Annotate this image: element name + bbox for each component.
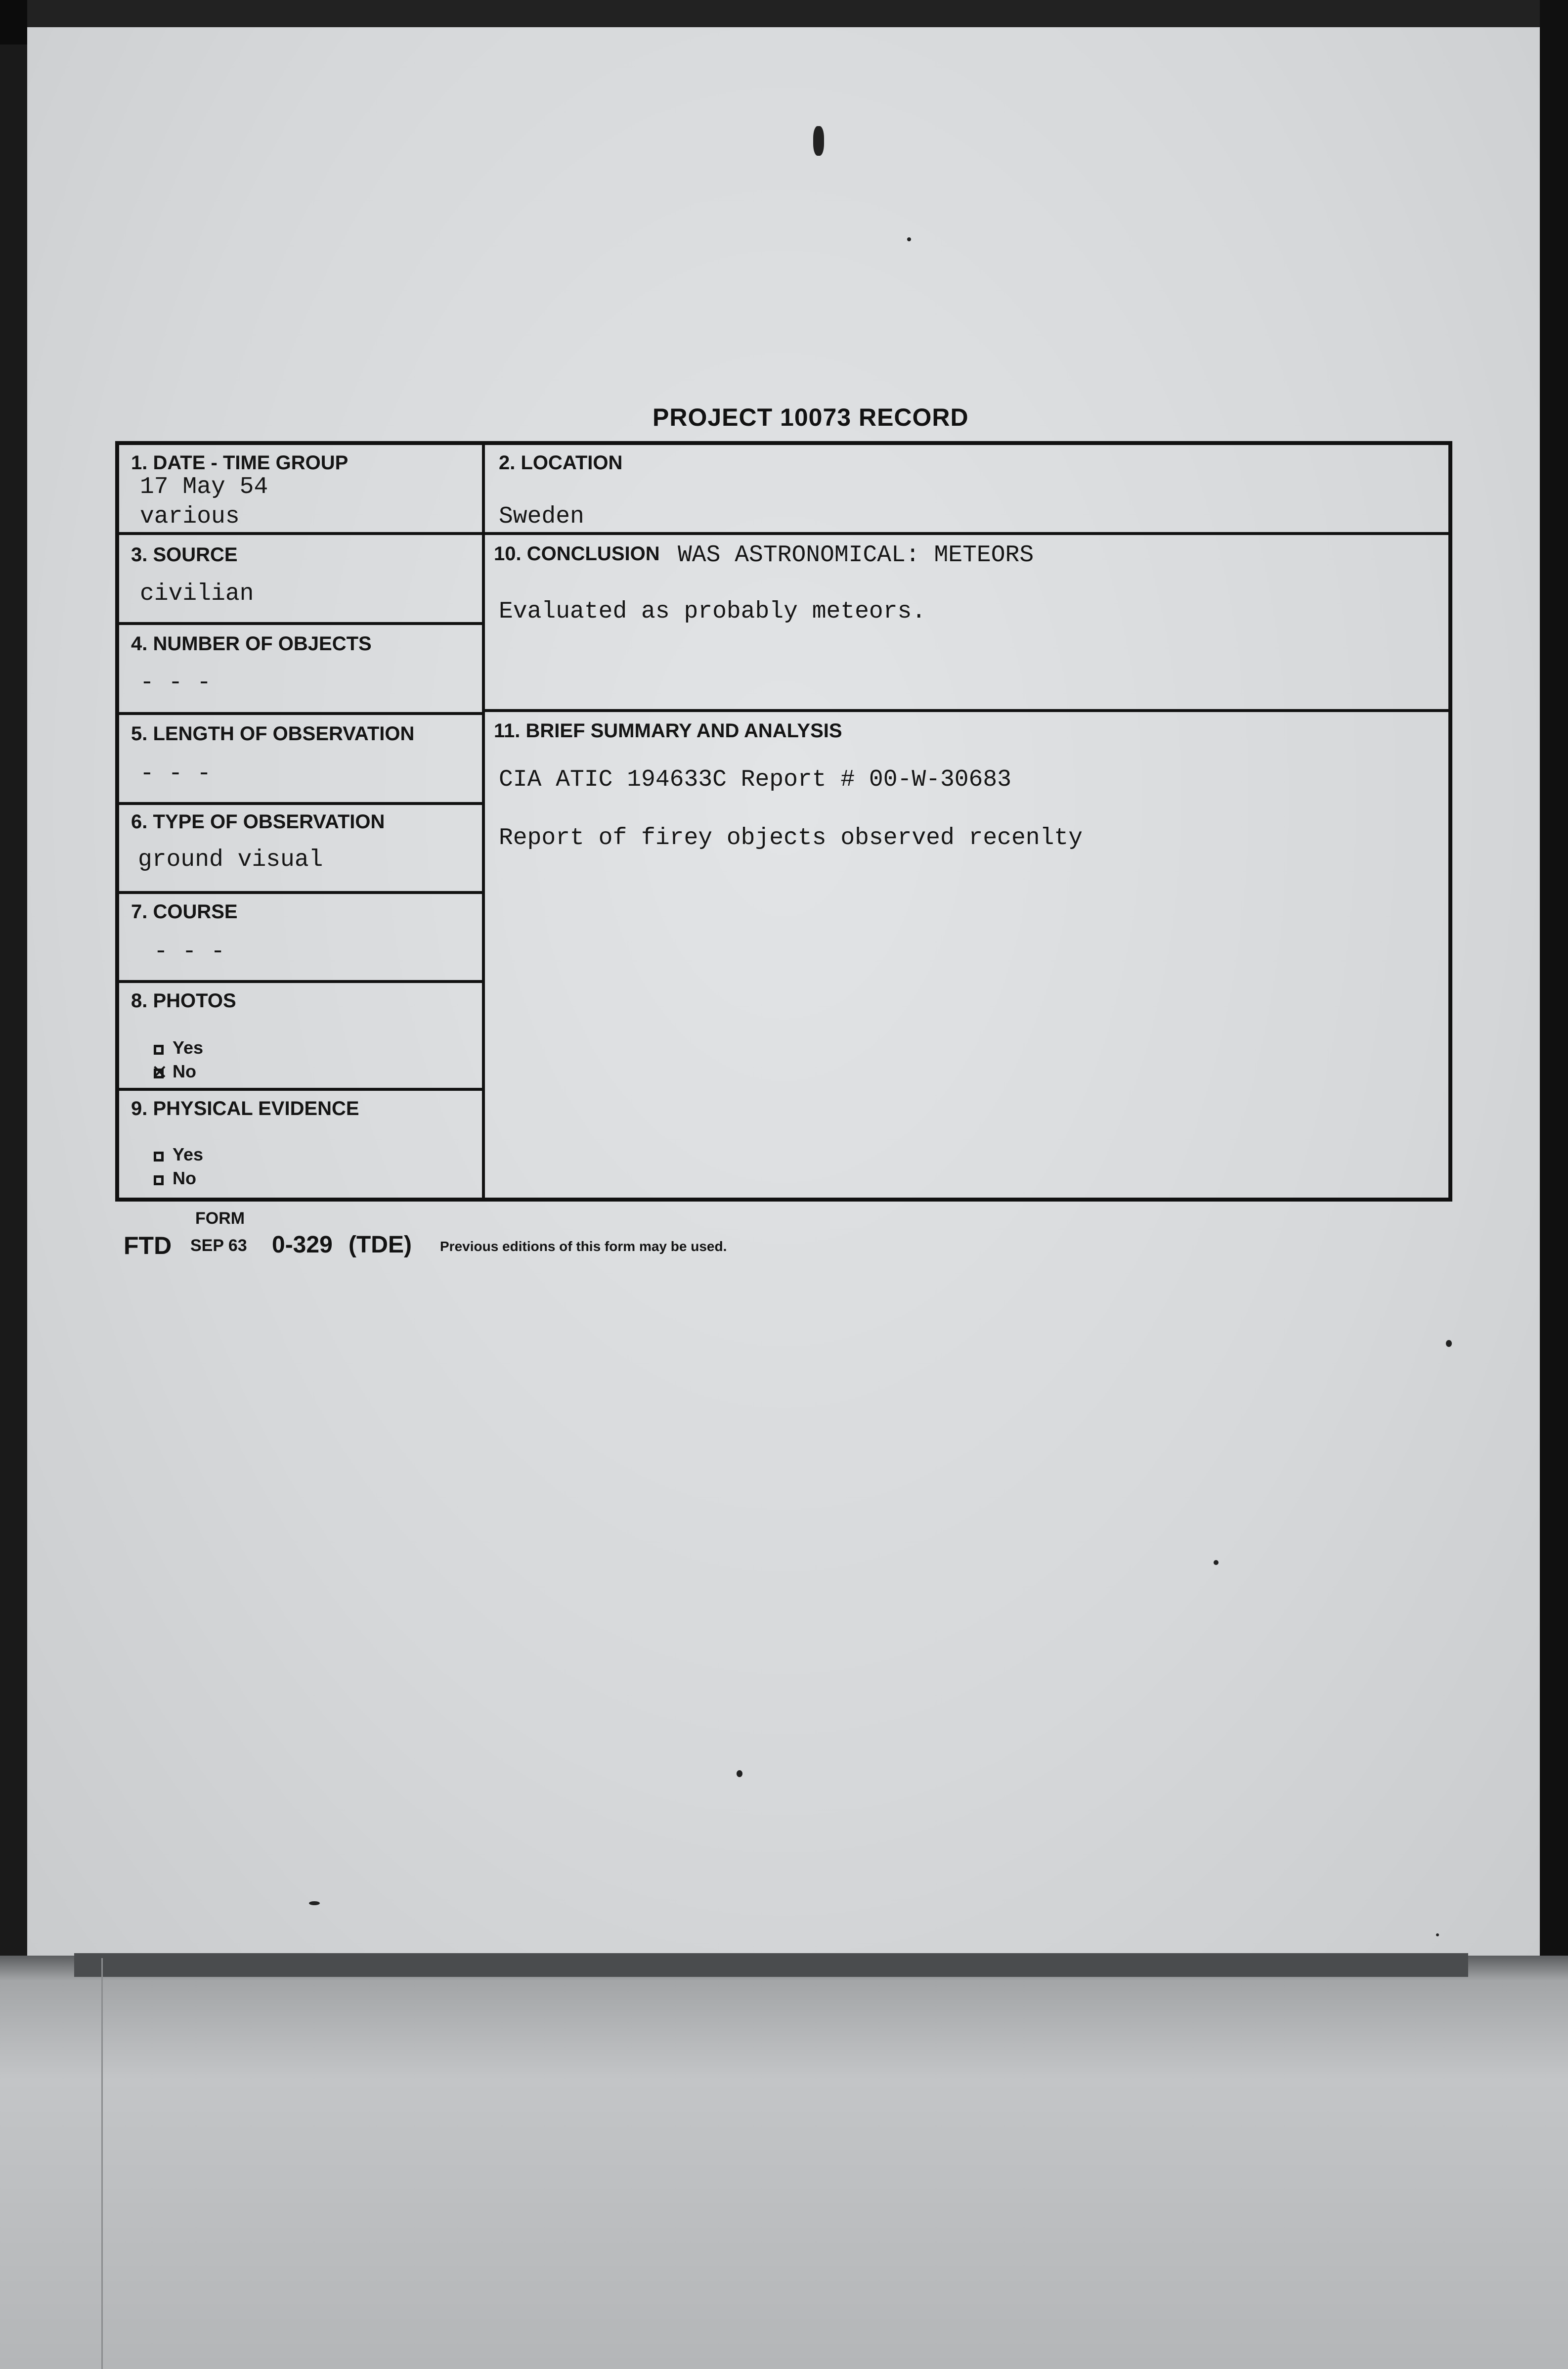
film-shadow-band [74,1953,1468,1977]
footer-ftd: FTD [124,1232,172,1259]
date-time-group-label: 1. DATE - TIME GROUP [131,452,348,474]
scan-speck [813,126,824,156]
photos-no-label: No [173,1061,196,1081]
footer-form-word: FORM [195,1209,245,1228]
source-label: 3. SOURCE [131,544,238,566]
length-of-observation-value: - - - [140,760,212,787]
footer-note: Previous editions of this form may be used. [440,1239,727,1254]
film-left-edge [0,45,27,1958]
evidence-no-checkbox [154,1175,164,1185]
scan-speck [907,237,911,241]
cell-number-of-objects [119,625,485,715]
location-label: 2. LOCATION [499,452,623,474]
footer-date: SEP 63 [190,1236,247,1255]
evidence-no-option [154,1168,196,1189]
cell-source [119,535,485,625]
photos-yes-checkbox [154,1045,164,1055]
form-title: PROJECT 10073 RECORD [653,403,969,431]
summary-label: 11. BRIEF SUMMARY AND ANALYSIS [494,720,842,742]
footer-org: (TDE) [348,1232,412,1258]
scan-speck [1446,1340,1452,1347]
cell-brief-summary [485,712,1449,1198]
location-value: Sweden [499,503,584,530]
cell-physical-evidence [119,1091,485,1198]
scan-speck [737,1770,742,1777]
photos-no-option [154,1061,196,1082]
film-lower-area [0,1956,1568,2369]
scan-speck [1436,1933,1439,1936]
film-vertical-line [101,1958,103,2369]
length-of-observation-label: 5. LENGTH OF OBSERVATION [131,723,415,745]
evidence-yes-checkbox [154,1152,164,1162]
evidence-no-label: No [173,1168,196,1188]
conclusion-detail: Evaluated as probably meteors. [499,598,926,625]
course-value: - - - [154,939,225,965]
evidence-yes-option [154,1144,203,1165]
footer-form-number: 0-329 [272,1232,333,1258]
source-value: civilian [140,581,254,607]
cell-photos [119,983,485,1091]
type-of-observation-label: 6. TYPE OF OBSERVATION [131,811,385,833]
cell-type-of-observation [119,805,485,894]
course-label: 7. COURSE [131,901,238,923]
conclusion-value: WAS ASTRONOMICAL: METEORS [678,542,1034,569]
evidence-yes-label: Yes [173,1144,204,1164]
cell-location [485,445,1449,535]
date-value: 17 May 54 [140,474,268,500]
number-of-objects-label: 4. NUMBER OF OBJECTS [131,633,372,655]
photos-yes-option [154,1037,203,1058]
photos-yes-label: Yes [173,1037,204,1058]
cell-length-of-observation [119,715,485,805]
number-of-objects-value: - - - [140,670,212,696]
scan-speck [1214,1560,1219,1565]
conclusion-label: 10. CONCLUSION [494,543,660,565]
project-record-form [115,441,1452,1202]
summary-line-1: CIA ATIC 194633C Report # 00-W-30683 [499,766,1011,793]
photos-label: 8. PHOTOS [131,990,236,1012]
cell-course [119,894,485,983]
scan-speck [309,1901,320,1905]
summary-line-2: Report of firey objects observed recenlty [499,825,1083,851]
film-right-edge [1540,0,1568,1958]
photos-no-checkbox-checked [154,1069,164,1078]
physical-evidence-label: 9. PHYSICAL EVIDENCE [131,1098,359,1119]
cell-conclusion [485,535,1449,712]
time-value: various [140,503,240,530]
type-of-observation-value: ground visual [138,847,323,873]
cell-date-time-group [119,445,485,535]
film-top-edge [27,0,1568,27]
